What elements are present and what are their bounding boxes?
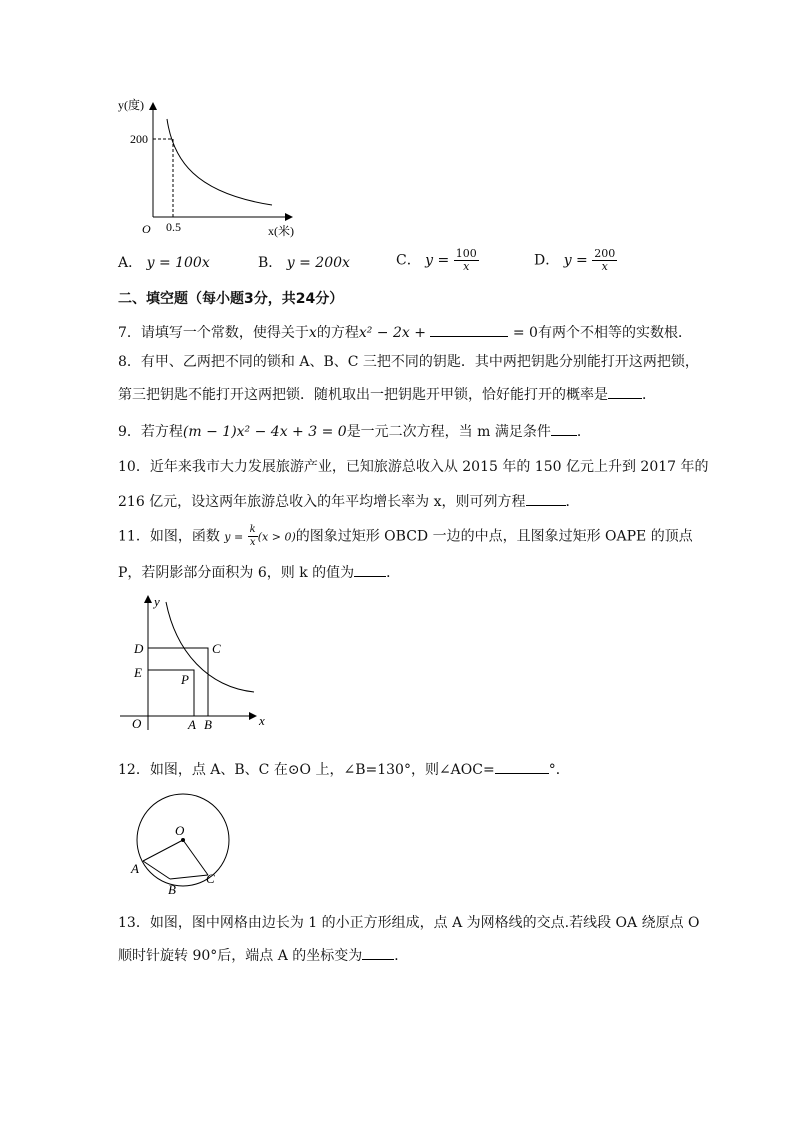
q7-text-c: = 0有两个不相等的实数根． (512, 325, 692, 341)
q12-text: 12．如图，点 A、B、C 在⊙O 上，∠B=130°，则∠AOC= (118, 762, 495, 778)
q7-expr: x² − 2x + (358, 325, 426, 341)
q11-text-a: 11．如图，函数 (118, 528, 220, 545)
figure-hyperbola-graph (110, 95, 310, 240)
q11-fn-num: k (249, 524, 256, 535)
option-c-den: x (463, 260, 470, 273)
fig11-label-o: O (132, 716, 142, 731)
label-origin: O (142, 222, 151, 236)
q12-end: °． (548, 762, 570, 778)
q13-end: ． (394, 948, 409, 964)
question-11-line-2 (118, 562, 400, 583)
q7-var: x (308, 325, 317, 341)
option-c-lhs: y = (425, 252, 450, 269)
q7-text-a: 7．请填写一个常数，使得关于 (118, 325, 309, 341)
q13-text: 顺时针旋转 90°后，端点 A 的坐标变为 (118, 948, 363, 964)
q13-answer-blank[interactable] (362, 945, 394, 960)
q11-end: ． (386, 565, 401, 581)
fig11-label-b: B (204, 717, 212, 732)
question-8-line-2 (118, 384, 656, 405)
q11-fn-cond: (x > 0) (257, 530, 296, 544)
option-b (258, 253, 350, 273)
option-c-letter: C． (396, 252, 421, 269)
option-d-fraction (592, 248, 617, 273)
question-11-line-1 (118, 524, 693, 549)
question-12 (118, 759, 570, 780)
option-b-letter: B． (258, 255, 283, 271)
curve (167, 119, 272, 205)
question-7 (118, 322, 692, 343)
rect-obcd (148, 648, 208, 716)
question-13-line-1: 13．如图，图中网格由边长为 1 的小正方形组成，点 A 为网格线的交点.若线段 OA 绕原点 O (118, 915, 700, 931)
figure-circle (128, 790, 238, 900)
q7-text-b: 的方程 (316, 325, 359, 341)
q8-text: 第三把钥匙不能打开这两把锁．随机取出一把钥匙开甲锁，恰好能打开的概率是 (118, 387, 608, 403)
question-10-line-1: 10．近年来我市大力发展旅游产业，已知旅游总收入从 2015 年的 150 亿元上升到 2017 年的 (118, 459, 709, 475)
tick-200: 200 (130, 132, 148, 146)
fig11-label-e: E (134, 665, 142, 680)
tick-05: 0.5 (166, 220, 181, 234)
fig11-label-a: A (188, 717, 196, 732)
option-d-den: x (601, 260, 608, 273)
option-d (534, 248, 617, 273)
q11-text-line2: P，若阴影部分面积为 6，则 k 的值为 (118, 565, 355, 581)
q12-answer-blank[interactable] (495, 759, 549, 774)
fig11-label-x: x (259, 713, 265, 728)
segment-oc (183, 840, 208, 875)
q9-answer-blank[interactable] (551, 421, 577, 436)
q7-answer-blank[interactable] (430, 322, 508, 337)
question-10-line-2 (118, 491, 580, 512)
segment-ab (143, 861, 170, 879)
q11-fn-fraction (248, 524, 258, 549)
label-y: y(度) (118, 98, 144, 112)
q10-answer-blank[interactable] (526, 491, 566, 506)
option-a (118, 253, 210, 273)
q8-end: ． (642, 387, 656, 403)
question-8-line-1: 8．有甲、乙两把不同的锁和 A、B、C 三把不同的钥匙．其中两把钥匙分别能打开这两把锁， (118, 354, 699, 370)
label-x: x(米) (268, 224, 294, 238)
figure-rectangles-hyperbola (118, 592, 278, 734)
option-d-lhs: y = (563, 252, 588, 269)
fig11-label-d: D (134, 641, 144, 656)
option-b-expr: y = 200x (286, 255, 350, 271)
q8-answer-blank[interactable] (608, 384, 642, 399)
q10-end: ． (565, 494, 580, 510)
q10-text: 216 亿元，设这两年旅游总收入的年平均增长率为 x，则可列方程 (118, 494, 526, 510)
q11-fn-lhs: y = (224, 530, 244, 544)
q11-fn-den: x (249, 537, 256, 548)
option-a-letter: A． (118, 255, 143, 271)
q9-end: ． (576, 424, 591, 440)
option-c-num: 100 (455, 247, 477, 260)
fig11-label-y: y (154, 594, 160, 609)
fig12-label-o: O (175, 823, 185, 838)
fig11-curve (166, 602, 254, 692)
fig12-label-c: C (206, 871, 215, 886)
fig12-label-a: A (131, 861, 139, 876)
option-c (396, 248, 479, 273)
segment-bc (170, 875, 208, 879)
section-title: 二、填空题（每小题3分，共24分） (118, 291, 344, 307)
question-13-line-2 (118, 945, 408, 966)
option-d-num: 200 (594, 247, 616, 260)
segment-oa (143, 840, 183, 861)
q9-expr: (m − 1)x² − 4x + 3 = 0 (182, 424, 347, 440)
question-9 (118, 421, 591, 442)
q11-text-b: 的图象过矩形 OBCD 一边的中点，且图象过矩形 OAPE 的顶点 (295, 528, 693, 545)
q9-text-b: 是一元二次方程，当 m 满足条件 (346, 424, 551, 440)
fig12-label-b: B (168, 882, 176, 897)
q11-answer-blank[interactable] (354, 562, 386, 577)
q9-text-a: 9．若方程 (118, 424, 183, 440)
fig11-label-p: P (181, 672, 189, 687)
option-d-letter: D． (534, 252, 560, 269)
option-c-fraction (454, 248, 479, 273)
fig11-label-c: C (212, 641, 221, 656)
option-a-expr: y = 100x (146, 255, 210, 271)
